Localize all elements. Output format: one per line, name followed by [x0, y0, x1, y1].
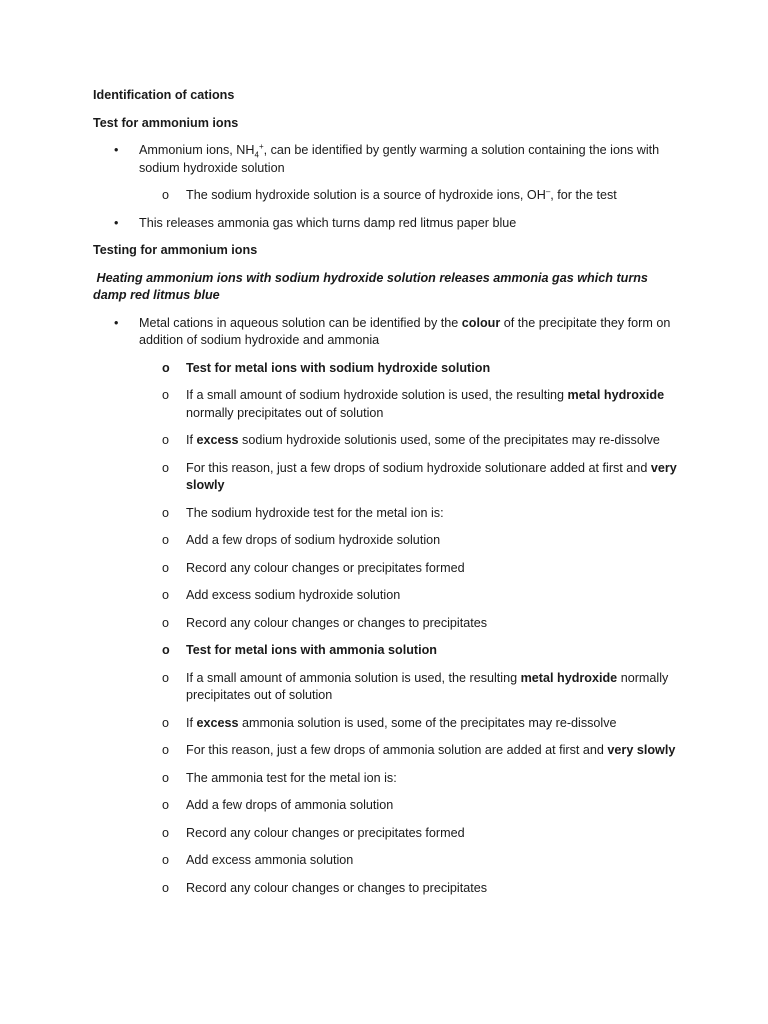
bullet-text: The sodium hydroxide solution is a source of hydroxide ions, OH — [186, 188, 546, 202]
circle-marker: o — [162, 715, 170, 730]
page-title: Identification of cations — [93, 88, 235, 102]
step-text: The sodium hydroxide test for the metal ion is: — [186, 505, 444, 520]
circle-marker: o — [162, 460, 170, 475]
circle-marker: o — [162, 188, 170, 202]
circle-marker: o — [162, 615, 170, 630]
circle-marker: o — [162, 560, 170, 575]
bullet-text: normally precipitates out of solution — [186, 405, 384, 420]
bullet-text: This releases ammonia gas which turns damp red litmus paper blue — [139, 215, 517, 230]
step-text: Record any colour changes or changes to precipitates — [186, 615, 488, 630]
step-text: Record any colour changes or precipitates formed — [186, 560, 465, 575]
bullet-text: normally precipitates out of solution — [186, 670, 669, 702]
circle-marker: o — [162, 505, 170, 520]
circle-marker: o — [162, 825, 170, 840]
bold-text: metal hydroxide — [520, 670, 618, 685]
bullet-text: sodium hydroxide solutionis used, some of the precipitates may re-dissolve — [238, 433, 660, 447]
sub-bullet-item — [93, 670, 683, 705]
bullet-text: , can be identified by gently warming a solution containing the ions with sodium hydroxide solution — [139, 143, 660, 175]
sub-bullet-item — [93, 187, 683, 205]
sub-heading-text: Test for metal ions with sodium hydroxide solution — [186, 360, 491, 375]
superscript: + — [258, 141, 264, 151]
bullet-text: For this reason, just a few drops of ammonia solution are added at first and — [186, 743, 608, 757]
callout-body: Heating ammonium ions with sodium hydroxide solution releases ammonia gas which turns damp red litmus blue — [93, 270, 648, 302]
step-text: Add a few drops of ammonia solution — [186, 798, 394, 812]
list-item — [93, 797, 683, 815]
step-text: Add excess ammonia solution — [186, 853, 354, 867]
circle-marker: o — [162, 770, 170, 785]
bullet-item — [93, 315, 683, 350]
bullet-marker: • — [114, 315, 119, 330]
list-item — [93, 770, 683, 788]
bold-text: metal hydroxide — [567, 388, 665, 402]
list-item — [93, 825, 683, 843]
superscript: – — [545, 186, 551, 196]
circle-marker: o — [162, 388, 170, 402]
bullet-text: If a small amount of sodium hydroxide solution is used, the resulting — [186, 388, 568, 402]
section-heading-ammonium-test: Test for ammonium ions — [93, 115, 239, 130]
circle-marker: o — [162, 880, 170, 895]
circle-marker: o — [162, 433, 170, 447]
bullet-text: of the precipitate they form on addition of sodium hydroxide and ammonia — [139, 315, 671, 347]
document-body — [93, 87, 683, 907]
circle-marker: o — [162, 743, 170, 757]
bullet-text: ammonia solution is used, some of the precipitates may re-dissolve — [238, 715, 617, 730]
bullet-text: If — [186, 433, 197, 447]
list-item — [93, 532, 683, 550]
list-item — [93, 852, 683, 870]
subscript: 4 — [254, 150, 259, 160]
step-text: Record any colour changes or precipitates formed — [186, 825, 465, 840]
sub-bullet-item — [93, 715, 683, 733]
sub-bullet-item — [93, 742, 683, 760]
circle-marker: o — [162, 853, 170, 867]
bullet-text: , for the test — [550, 188, 617, 202]
sub-bullet-item — [93, 432, 683, 450]
bold-text: excess — [196, 433, 239, 447]
sub-heading-text: Test for metal ions with ammonia solution — [186, 643, 437, 657]
sub-heading-ammonia — [93, 642, 683, 660]
list-item — [93, 560, 683, 578]
list-item — [93, 587, 683, 605]
bullet-item — [93, 215, 683, 233]
step-text: Add a few drops of sodium hydroxide solution — [186, 533, 441, 547]
step-text: Add excess sodium hydroxide solution — [186, 588, 401, 602]
bullet-text: For this reason, just a few drops of sodium hydroxide solutionare added at first and — [186, 460, 651, 475]
list-item — [93, 615, 683, 633]
section-heading-testing: Testing for ammonium ions — [93, 243, 258, 257]
sub-bullet-item — [93, 387, 683, 422]
circle-marker: o — [162, 643, 170, 657]
circle-marker: o — [162, 533, 170, 547]
circle-marker: o — [162, 798, 170, 812]
circle-marker: o — [162, 588, 170, 602]
callout-text — [93, 270, 683, 305]
bullet-marker: • — [114, 215, 119, 230]
bullet-text: If a small amount of ammonia solution is used, the resulting — [186, 670, 521, 685]
list-item — [93, 505, 683, 523]
step-text: Record any colour changes or changes to precipitates — [186, 880, 488, 895]
circle-marker: o — [162, 670, 170, 685]
circle-marker: o — [162, 360, 170, 375]
bold-text: very slowly — [607, 743, 676, 757]
bullet-marker: • — [114, 143, 119, 157]
bullet-text: If — [186, 715, 197, 730]
bullet-item — [93, 142, 683, 177]
bullet-text: Metal cations in aqueous solution can be identified by the — [139, 315, 462, 330]
step-text: The ammonia test for the metal ion is: — [186, 770, 397, 785]
bold-text: excess — [196, 715, 239, 730]
bold-text: very slowly — [186, 460, 677, 492]
list-item — [93, 880, 683, 898]
sub-heading-naoh — [93, 360, 683, 378]
sub-bullet-item — [93, 460, 683, 495]
bullet-text: Ammonium ions, NH — [139, 143, 255, 157]
bold-text: colour — [461, 315, 501, 330]
